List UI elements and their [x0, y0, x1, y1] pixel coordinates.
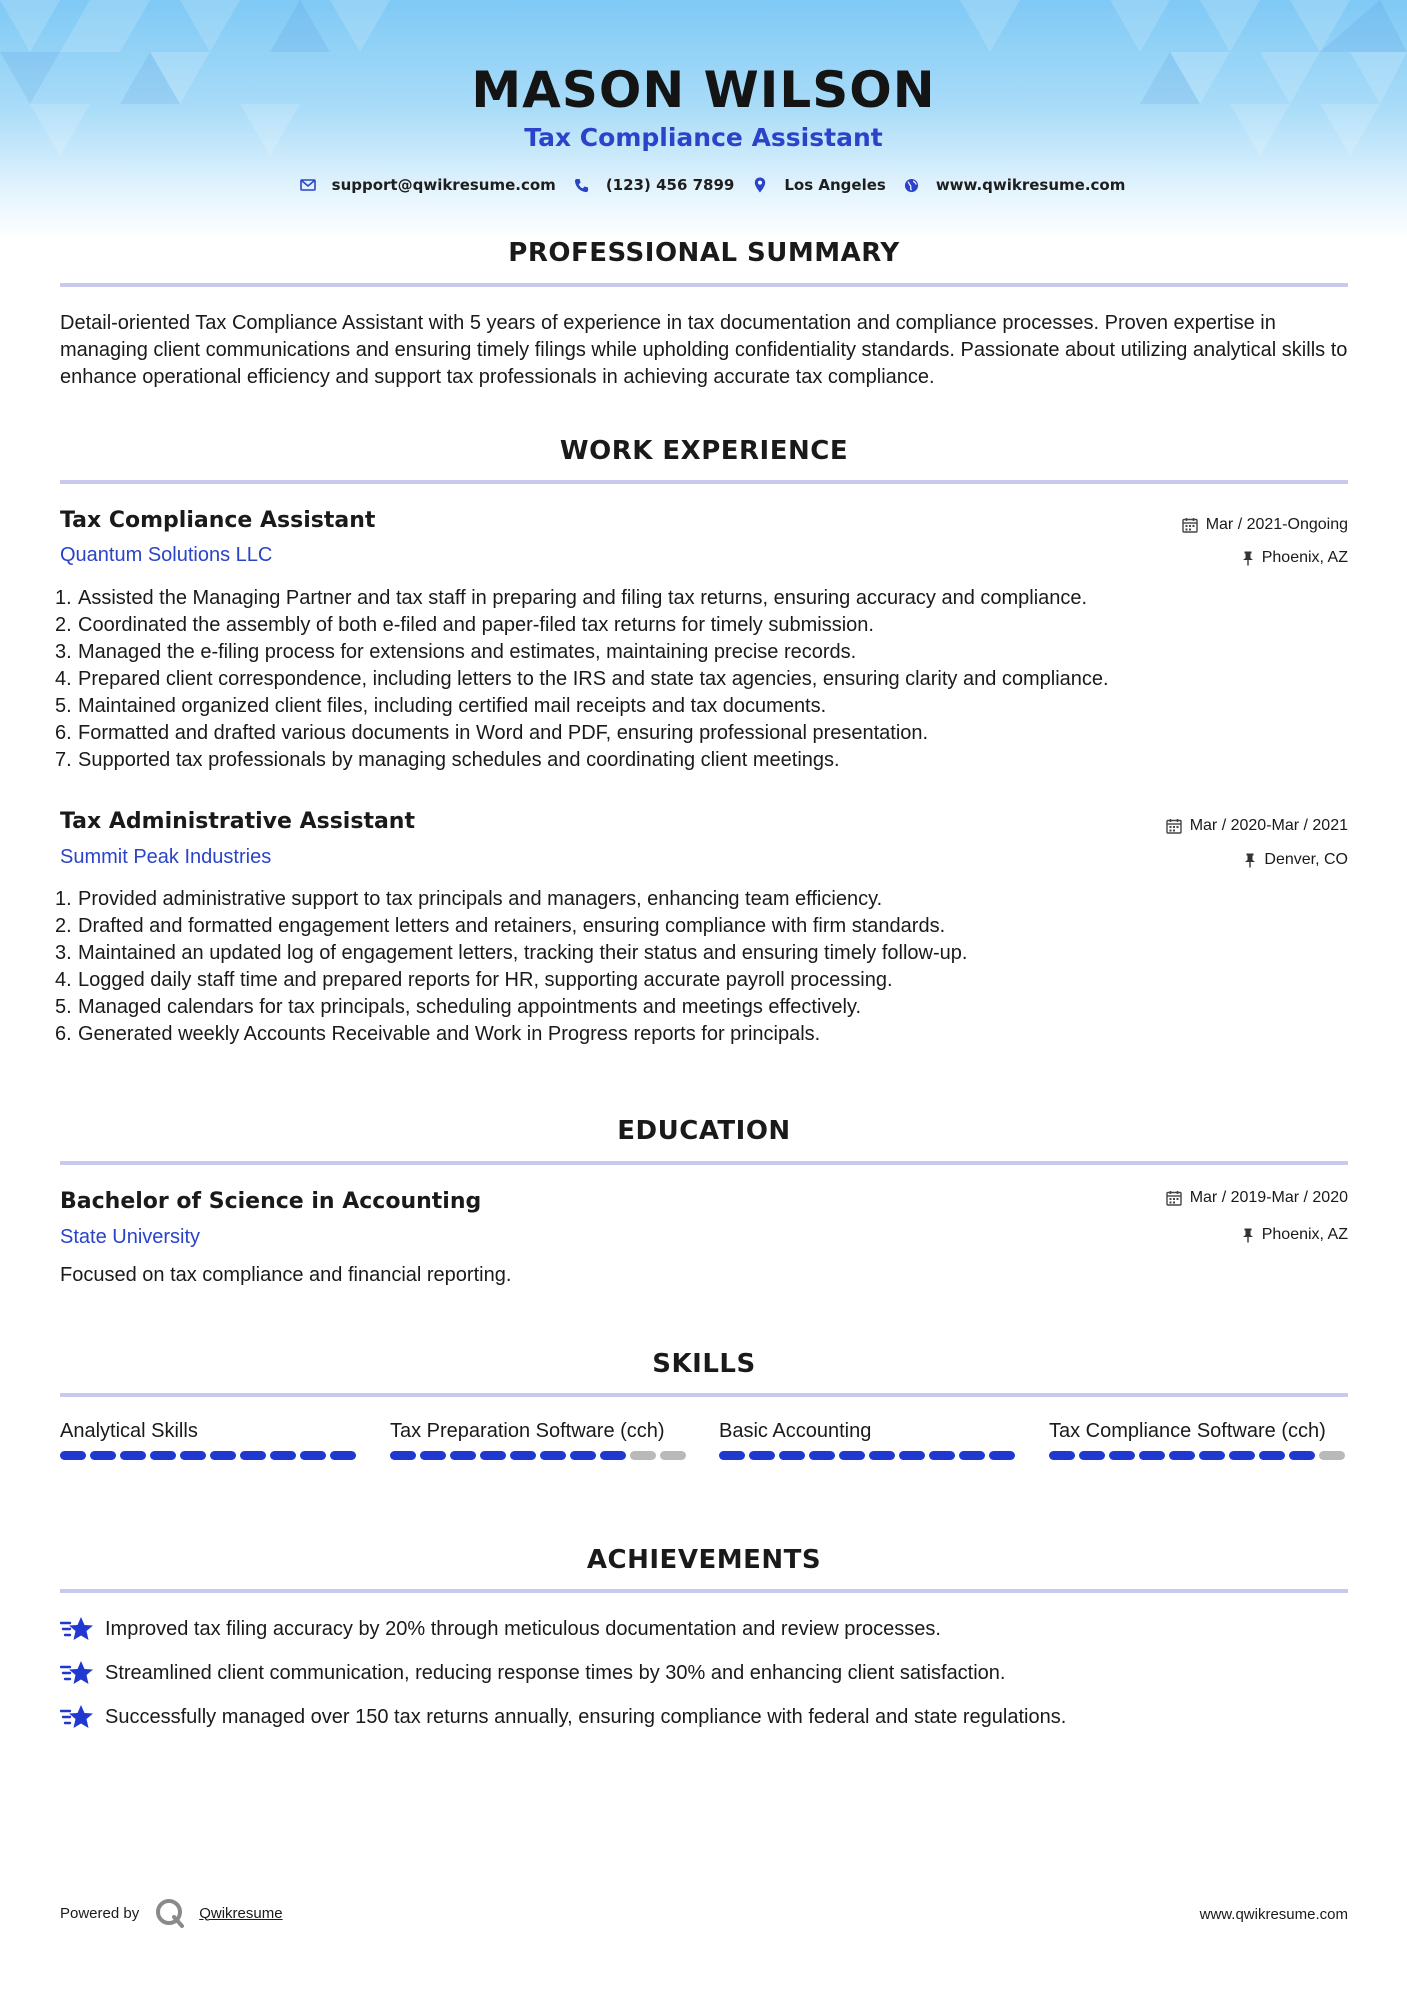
skill-segment-filled — [480, 1451, 506, 1460]
skill-segment-filled — [60, 1451, 86, 1460]
job-company: Quantum Solutions LLC — [60, 544, 273, 566]
job-responsibilities — [55, 886, 1355, 1048]
job-dates — [1166, 817, 1348, 835]
resume-header — [0, 58, 1407, 194]
skill-segment-filled — [570, 1451, 596, 1460]
contact-location-text: Los Angeles — [784, 176, 886, 194]
skill-segment-filled — [719, 1451, 745, 1460]
achievement-text: Streamlined client communication, reducing response times by 30% and enhancing client satisfaction. — [105, 1661, 1006, 1684]
skill-level-bar — [60, 1451, 360, 1460]
skill-segment-filled — [869, 1451, 895, 1460]
job-location-text: Denver, CO — [1264, 851, 1348, 868]
job-responsibilities — [55, 585, 1355, 774]
summary-divider — [60, 283, 1348, 287]
skill-segment-filled — [180, 1451, 206, 1460]
phone-icon — [574, 177, 590, 193]
skill-segment-filled — [390, 1451, 416, 1460]
education-description: Focused on tax compliance and financial reporting. — [60, 1264, 512, 1286]
degree-title: Bachelor of Science in Accounting — [60, 1189, 482, 1214]
contact-phone[interactable] — [556, 176, 735, 194]
skill-segment-filled — [1079, 1451, 1105, 1460]
job-location — [1242, 549, 1348, 567]
skill-segment-filled — [600, 1451, 626, 1460]
calendar-icon — [1166, 1190, 1182, 1206]
contact-email-text: support@qwikresume.com — [331, 176, 556, 194]
skill-segment-filled — [929, 1451, 955, 1460]
qwikresume-link[interactable]: Qwikresume — [199, 1904, 283, 1922]
skill-segment-filled — [1199, 1451, 1225, 1460]
skill-segment-filled — [420, 1451, 446, 1460]
list-item: 6. Formatted and drafted various documents in Word and PDF, ensuring professional presentation. — [55, 722, 929, 744]
pushpin-icon — [1242, 551, 1254, 566]
skill-name: Analytical Skills — [60, 1420, 198, 1442]
job-title: Tax Compliance Assistant — [60, 508, 376, 533]
globe-icon — [904, 177, 920, 193]
skill-segment-filled — [90, 1451, 116, 1460]
skill-segment-filled — [450, 1451, 476, 1460]
calendar-icon — [1182, 517, 1198, 533]
map-pin-icon — [752, 177, 768, 193]
list-item: 3. Managed the e-filing process for extensions and estimates, maintaining precise records. — [55, 641, 857, 663]
education-dates — [1166, 1189, 1348, 1207]
skill-segment-filled — [989, 1451, 1015, 1460]
powered-by-label: Powered by — [60, 1904, 140, 1922]
skill-segment-filled — [1229, 1451, 1255, 1460]
list-item: 7. Supported tax professionals by managing schedules and coordinating client meetings. — [55, 749, 840, 771]
pushpin-icon — [1242, 1228, 1254, 1243]
star-icon — [60, 1614, 94, 1644]
skill-name: Basic Accounting — [719, 1420, 872, 1442]
summary-text: Detail-oriented Tax Compliance Assistant with 5 years of experience in tax documentation and compliance processes. Proven expertise in managing client communications and ensuring timely filings while upholding confidentiality standards. Passionate about utilizing analytical skills to enhance operational efficiency and support tax professionals in achieving accurate tax compliance. — [60, 312, 1348, 388]
list-item: 3. Maintained an updated log of engagement letters, tracking their status and ensuring timely follow-up. — [55, 942, 968, 964]
education-location — [1242, 1226, 1348, 1244]
achievement-item — [60, 1702, 1066, 1732]
skill-segment-filled — [1169, 1451, 1195, 1460]
achievements-heading: ACHIEVEMENTS — [586, 1545, 822, 1575]
education-dates-text: Mar / 2019-Mar / 2020 — [1189, 1189, 1348, 1206]
skill-segment-filled — [1289, 1451, 1315, 1460]
job-title: Tax Administrative Assistant — [60, 809, 415, 834]
list-item: 1. Assisted the Managing Partner and tax staff in preparing and filing tax returns, ensuring accuracy and compliance. — [55, 587, 1088, 609]
job-dates-text: Mar / 2020-Mar / 2021 — [1189, 817, 1348, 834]
education-location-text: Phoenix, AZ — [1261, 1226, 1348, 1243]
achievement-text: Successfully managed over 150 tax returns annually, ensuring compliance with federal and state regulations. — [105, 1705, 1067, 1728]
job-dates — [1182, 516, 1348, 534]
job-location — [1244, 851, 1348, 869]
pushpin-icon — [1244, 853, 1256, 868]
skill-segment-filled — [749, 1451, 775, 1460]
skill-segment-filled — [120, 1451, 146, 1460]
achievements-divider — [60, 1589, 1348, 1593]
skill-segment-filled — [300, 1451, 326, 1460]
list-item: 6. Generated weekly Accounts Receivable and Work in Progress reports for principals. — [55, 1023, 821, 1045]
list-item: 1. Provided administrative support to tax principals and managers, enhancing team efficiency. — [55, 888, 883, 910]
skill-level-bar — [1049, 1451, 1349, 1460]
candidate-name: MASON WILSON — [471, 61, 936, 119]
list-item: 4. Prepared client correspondence, including letters to the IRS and state tax agencies, ensuring clarity and compliance. — [55, 668, 1109, 690]
list-item: 2. Coordinated the assembly of both e-filed and paper-filed tax returns for timely submission. — [55, 614, 874, 636]
job-company: Summit Peak Industries — [60, 846, 272, 868]
skill-segment-filled — [150, 1451, 176, 1460]
skill-segment-filled — [779, 1451, 805, 1460]
skill-segment-filled — [1049, 1451, 1075, 1460]
qwikresume-logo-icon — [155, 1898, 185, 1928]
skill-segment-empty — [630, 1451, 656, 1460]
contact-email[interactable] — [282, 176, 556, 194]
skill-level-bar — [719, 1451, 1019, 1460]
star-icon — [60, 1658, 94, 1688]
skill-item — [60, 1418, 360, 1460]
envelope-icon — [300, 177, 316, 193]
job-dates-text: Mar / 2021-Ongoing — [1205, 516, 1348, 533]
list-item: 2. Drafted and formatted engagement letters and retainers, ensuring compliance with firm standards. — [55, 915, 946, 937]
experience-heading: WORK EXPERIENCE — [559, 436, 849, 466]
skill-segment-filled — [330, 1451, 356, 1460]
footer-website[interactable]: www.qwikresume.com — [1199, 1906, 1348, 1923]
education-divider — [60, 1161, 1348, 1165]
skill-level-bar — [390, 1451, 690, 1460]
skill-segment-filled — [510, 1451, 536, 1460]
school-name: State University — [60, 1226, 201, 1248]
skill-item — [719, 1418, 1019, 1460]
skills-heading: SKILLS — [652, 1349, 756, 1379]
candidate-role: Tax Compliance Assistant — [524, 123, 883, 152]
experience-divider — [60, 480, 1348, 484]
achievement-item — [60, 1614, 941, 1644]
contact-location — [734, 176, 885, 194]
contact-bar — [0, 176, 1407, 194]
contact-website-text: www.qwikresume.com — [935, 176, 1126, 194]
star-icon — [60, 1702, 94, 1732]
skill-segment-filled — [1139, 1451, 1165, 1460]
skill-segment-filled — [1109, 1451, 1135, 1460]
skill-segment-filled — [240, 1451, 266, 1460]
list-item: 5. Maintained organized client files, including certified mail receipts and tax documents. — [55, 695, 827, 717]
summary-heading: PROFESSIONAL SUMMARY — [508, 238, 900, 268]
skill-name: Tax Preparation Software (cch) — [390, 1420, 665, 1442]
achievement-item — [60, 1658, 1006, 1688]
list-item: 5. Managed calendars for tax principals, scheduling appointments and meetings effectively. — [55, 996, 862, 1018]
skill-segment-filled — [210, 1451, 236, 1460]
achievement-text: Improved tax filing accuracy by 20% through meticulous documentation and review processes. — [105, 1617, 941, 1640]
job-location-text: Phoenix, AZ — [1261, 549, 1348, 566]
skill-segment-filled — [959, 1451, 985, 1460]
calendar-icon — [1166, 818, 1182, 834]
skills-divider — [60, 1393, 1348, 1397]
skill-name: Tax Compliance Software (cch) — [1049, 1420, 1326, 1442]
skill-item — [390, 1418, 690, 1460]
education-heading: EDUCATION — [617, 1116, 791, 1146]
skill-segment-filled — [839, 1451, 865, 1460]
skill-segment-filled — [540, 1451, 566, 1460]
skill-segment-filled — [1259, 1451, 1285, 1460]
skill-segment-filled — [809, 1451, 835, 1460]
footer-powered-by — [60, 1898, 283, 1928]
contact-website[interactable] — [886, 176, 1126, 194]
skill-segment-filled — [270, 1451, 296, 1460]
skill-item — [1049, 1418, 1349, 1460]
contact-phone-text: (123) 456 7899 — [605, 176, 735, 194]
list-item: 4. Logged daily staff time and prepared reports for HR, supporting accurate payroll processing. — [55, 969, 893, 991]
skill-segment-filled — [899, 1451, 925, 1460]
skill-segment-empty — [1319, 1451, 1345, 1460]
skill-segment-empty — [660, 1451, 686, 1460]
